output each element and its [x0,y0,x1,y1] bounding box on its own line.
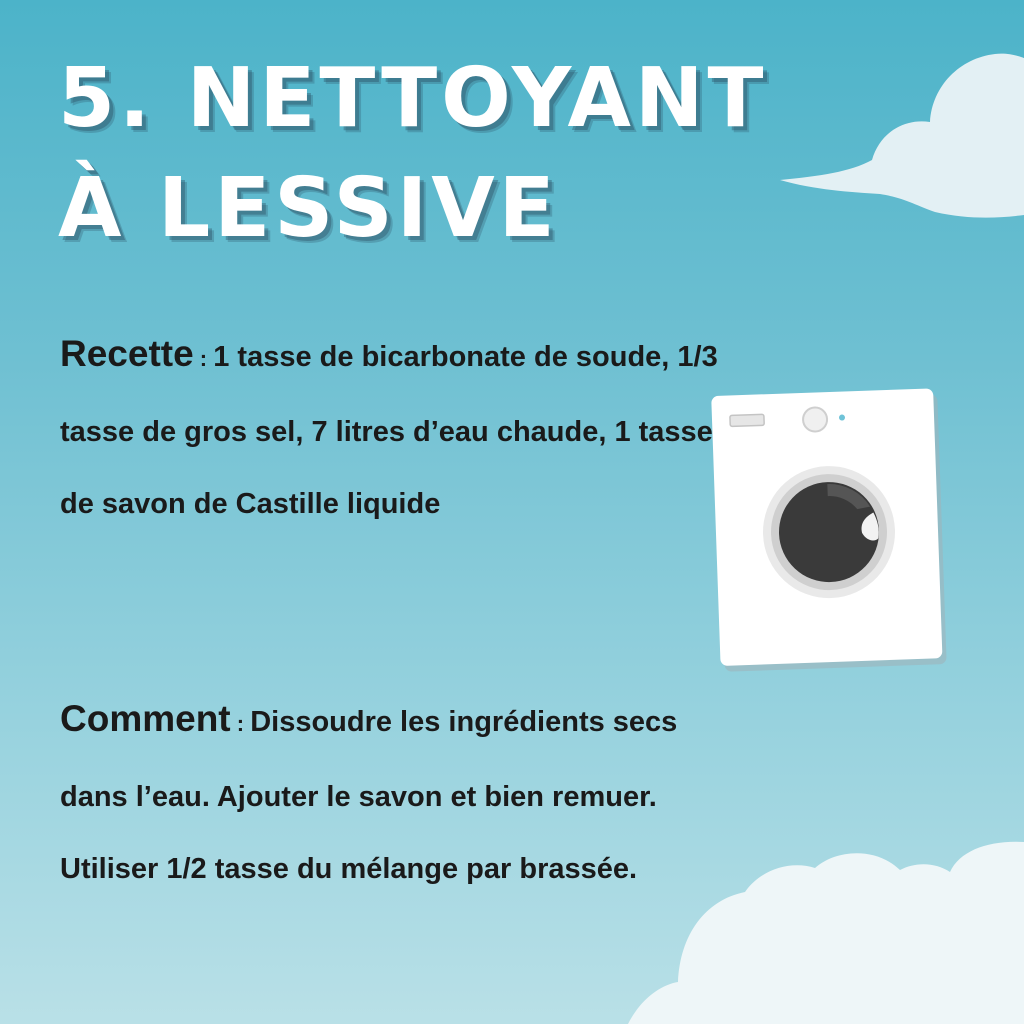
title-line-2: À LESSIVE [58,161,559,256]
method-paragraph [60,683,720,906]
method-text: Dissoudre les ingrédients secs dans l’eau. Ajouter le savon et bien remuer. Utiliser 1/2 tasse du mélange par brassée. [60,706,678,885]
recipe-separator: : [193,346,214,371]
washing-machine-icon [708,384,954,680]
title-line-1: 5. NETTOYANT [58,51,768,146]
method-heading: Comment [60,698,231,739]
method-separator: : [230,711,251,736]
page-title [58,44,768,264]
cloud-top-right-icon [780,54,1024,218]
recipe-paragraph [60,318,720,541]
recipe-text: 1 tasse de bicarbonate de soude, 1/3 tasse de gros sel, 7 litres d’eau chaude, 1 tasse de savon de Castille liquide [60,341,718,520]
recipe-heading: Recette [60,333,194,374]
